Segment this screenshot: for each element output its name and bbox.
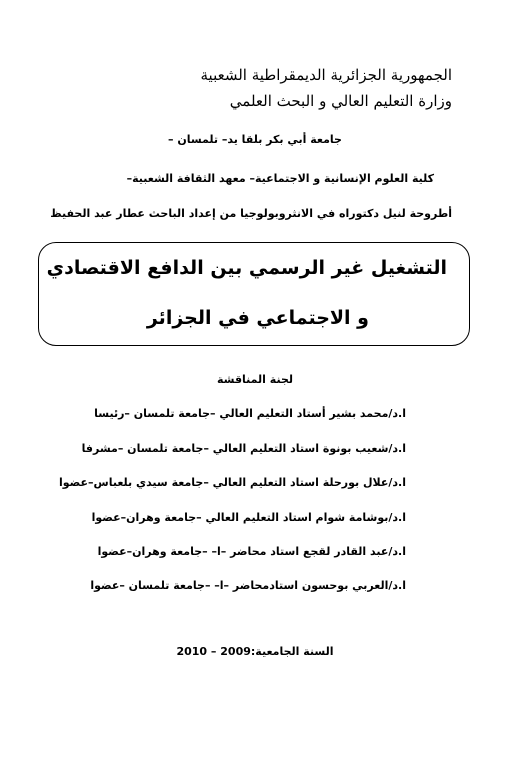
academic-year: السنة الجامعية:2009 – 2010	[176, 645, 334, 658]
committee-member: ا.د/بوشامة شوام استاد التعليم العالي –جامعة وهران–عضوا	[91, 511, 406, 524]
thesis-statement: أطروحة لنيل دكتوراه في الانثروبولوجيا من إعداد الباحث عطار عبد الحفيظ	[50, 207, 452, 220]
title-box	[38, 242, 470, 346]
committee-member: ا.د/عبد القادر لقجع استاد محاضر –ا– –جامعة وهران–عضوا	[97, 545, 406, 558]
republic-heading: الجمهورية الجزائرية الديمقراطية الشعبية	[200, 66, 452, 84]
thesis-title-line-2: و الاجتماعي في الجزائر	[146, 307, 369, 329]
ministry-heading: وزارة التعليم العالي و البحث العلمي	[229, 92, 452, 110]
committee-member: ا.د/علال بورحلة استاد التعليم العالي –جامعة سيدي بلعباس–عضوا	[59, 476, 406, 489]
committee-member: ا.د/شعيب بونوة استاد التعليم العالي –جامعة تلمسان –مشرفا	[81, 442, 406, 455]
committee-member: ا.د/العربي بوحسون استادمحاضر –ا– –جامعة تلمسان –عضوا	[90, 579, 406, 592]
faculty-name: كلية العلوم الإنسانية و الاجتماعية– معهد الثقافة الشعبية–	[126, 172, 434, 185]
university-name: جامعة أبي بكر بلقا يد– تلمسان –	[168, 133, 342, 146]
thesis-title-line-1: التشغيل غير الرسمي بين الدافع الاقتصادي	[46, 257, 447, 279]
committee-member: ا.د/محمد بشير أستاد التعليم العالي –جامعة تلمسان –رئيسا	[94, 407, 406, 420]
committee-heading: لجنة المناقشة	[216, 373, 293, 386]
